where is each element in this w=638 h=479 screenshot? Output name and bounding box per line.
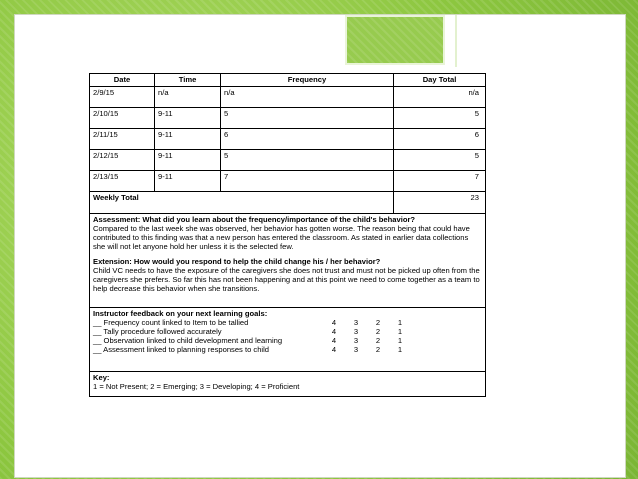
goal-score: 1 xyxy=(397,336,403,345)
feedback-heading: Instructor feedback on your next learning goals: xyxy=(93,309,268,318)
cell-time: 9-11 xyxy=(155,171,221,192)
cell-date: 2/11/15 xyxy=(90,129,155,150)
cell-date: 2/10/15 xyxy=(90,108,155,129)
header-time: Time xyxy=(155,74,221,87)
weekly-total-row xyxy=(90,192,486,214)
weekly-total-label: Weekly Total xyxy=(90,192,394,214)
goal-score: 2 xyxy=(375,327,381,336)
table-row xyxy=(90,129,486,150)
goal-score: 1 xyxy=(397,318,403,327)
extension-answer: Child VC needs to have the exposure of the caregivers she does not trust and must not be picked up often from the caregivers she prefers. So far this has not been happening and at this point we need to come together as a team to help decrease this behavior when she transitions. xyxy=(93,266,480,293)
cell-date: 2/12/15 xyxy=(90,150,155,171)
goal-score: 2 xyxy=(375,345,381,354)
goal-item xyxy=(93,327,482,336)
goal-score: 4 xyxy=(331,318,337,327)
goal-item xyxy=(93,345,482,354)
goal-score: 4 xyxy=(331,327,337,336)
goal-item xyxy=(93,336,482,345)
cell-time: 9-11 xyxy=(155,150,221,171)
assessment-question: Assessment: What did you learn about the frequency/importance of the child's behavior? xyxy=(93,215,416,224)
table-header-row xyxy=(90,74,486,87)
cell-day-total: 7 xyxy=(394,171,486,192)
cell-day-total: 5 xyxy=(394,150,486,171)
extension-question: Extension: How would you respond to help the child change his / her behavior? xyxy=(93,257,381,266)
header-frequency: Frequency xyxy=(221,74,394,87)
cell-date: 2/13/15 xyxy=(90,171,155,192)
cell-frequency: 5 xyxy=(221,150,394,171)
table-row xyxy=(90,108,486,129)
key-text: 1 = Not Present; 2 = Emerging; 3 = Developing; 4 = Proficient xyxy=(93,382,300,391)
cell-frequency: 6 xyxy=(221,129,394,150)
goal-text: __ Tally procedure followed accurately xyxy=(93,327,222,336)
cell-day-total: n/a xyxy=(394,87,486,108)
goal-score: 3 xyxy=(353,345,359,354)
cell-frequency: n/a xyxy=(221,87,394,108)
goal-score: 4 xyxy=(331,345,337,354)
goal-score: 3 xyxy=(353,327,359,336)
key-row xyxy=(90,372,486,397)
cell-date: 2/9/15 xyxy=(90,87,155,108)
assessment-answer: Compared to the last week she was observed, her behavior has gotten worse. The reason being that could have contributed to this finding was that a new person has entered the classroom. As stated in earlier data collections she will not let anyone hold her unless it is the selected few. xyxy=(93,224,470,251)
goal-score: 2 xyxy=(375,336,381,345)
frequency-table xyxy=(89,73,486,397)
goal-score: 1 xyxy=(397,327,403,336)
goal-text: __ Frequency count linked to Item to be tallied xyxy=(93,318,249,327)
cell-time: 9-11 xyxy=(155,129,221,150)
cell-day-total: 5 xyxy=(394,108,486,129)
key-heading: Key: xyxy=(93,373,110,382)
assessment-row xyxy=(90,214,486,308)
feedback-row xyxy=(90,308,486,372)
header-day-total: Day Total xyxy=(394,74,486,87)
cell-frequency: 5 xyxy=(221,108,394,129)
goal-text: __ Observation linked to child development and learning xyxy=(93,336,283,345)
goal-score: 1 xyxy=(397,345,403,354)
cell-time: n/a xyxy=(155,87,221,108)
cell-time: 9-11 xyxy=(155,108,221,129)
weekly-total-value: 23 xyxy=(394,192,486,214)
goal-score: 3 xyxy=(353,318,359,327)
goal-item xyxy=(93,318,482,327)
goal-score: 4 xyxy=(331,336,337,345)
header-date: Date xyxy=(90,74,155,87)
table-row xyxy=(90,150,486,171)
table-row xyxy=(90,87,486,108)
goal-score: 3 xyxy=(353,336,359,345)
data-collection-sheet xyxy=(89,73,485,397)
goal-score: 2 xyxy=(375,318,381,327)
goal-text: __ Assessment linked to planning responses to child xyxy=(93,345,270,354)
slide-accent-box xyxy=(345,15,445,65)
cell-frequency: 7 xyxy=(221,171,394,192)
slide-accent-line xyxy=(455,15,457,67)
cell-day-total: 6 xyxy=(394,129,486,150)
table-row xyxy=(90,171,486,192)
